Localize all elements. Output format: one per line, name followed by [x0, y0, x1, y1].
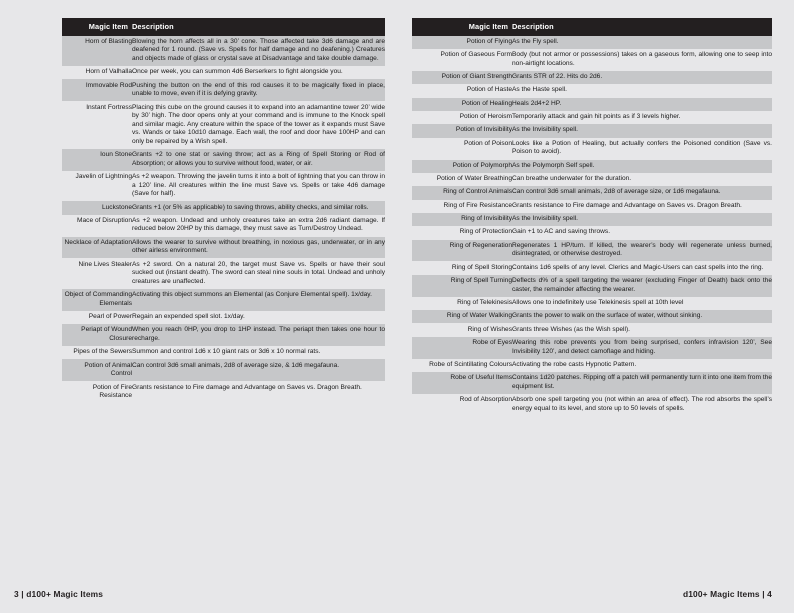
table-row	[62, 149, 385, 171]
table-row	[412, 359, 772, 372]
magic-item-description: As the Invisibility spell.	[512, 124, 772, 137]
magic-item-description: Absorb one spell targeting you (not within an area of effect). The rod absorbs the spell’s energy equal to its level, and store up to 50 levels of spells.	[512, 394, 772, 416]
magic-item-name: Robe of Useful Items	[412, 372, 512, 394]
table-row	[62, 359, 385, 381]
magic-item-name: Potion of Flying	[412, 36, 512, 49]
magic-item-description: Heals 2d4+2 HP.	[512, 98, 772, 111]
table-row	[412, 98, 772, 111]
magic-item-name: Horn of Valhalla	[62, 66, 132, 79]
table-row	[62, 66, 385, 79]
magic-item-description: As the Haste spell.	[512, 84, 772, 97]
table-row	[412, 261, 772, 274]
magic-item-name: Instant Fortress	[62, 101, 132, 149]
magic-item-description: Temporarily attack and gain hit points as if 3 levels higher.	[512, 111, 772, 124]
magic-item-description: Gain +1 to AC and saving throws.	[512, 226, 772, 239]
magic-item-name: Potion of Heroism	[412, 111, 512, 124]
table-row	[412, 323, 772, 336]
magic-item-description: As the Invisibility spell.	[512, 213, 772, 226]
table-row	[62, 324, 385, 346]
magic-item-name: Periapt of Wound Closure	[62, 324, 132, 346]
magic-item-description: As +2 weapon. Undead and unholy creatures take an extra 2d6 radiant damage. If reduced below 20HP by this damage, they must save as Turn/Destroy Undead.	[132, 215, 385, 237]
magic-item-description: Regain an expended spell slot. 1x/day.	[132, 311, 385, 324]
magic-item-description: Can breathe underwater for the duration.	[512, 173, 772, 186]
table-row	[412, 213, 772, 226]
magic-item-description: As +2 weapon. Throwing the javelin turns it into a bolt of lightning that you can throw in a 120’ line. All creatures within the line must Save vs. Spells or take 4d6 damage (Save for half).	[132, 171, 385, 201]
table-row	[412, 297, 772, 310]
magic-item-name: Ring of Spell Turning	[412, 275, 512, 297]
magic-item-description: Can control 3d6 small animals, 2d8 of average size, & 1d6 megafauna.	[132, 359, 385, 381]
right-page-footer: d100+ Magic Items | 4	[682, 589, 772, 599]
right-header-row	[412, 18, 772, 36]
magic-item-description: Body (but not armor or possessions) takes on a gaseous form, allowing one to seep into non-airtight locations.	[512, 49, 772, 71]
magic-item-name: Necklace of Adaptation	[62, 237, 132, 259]
table-row	[412, 226, 772, 239]
magic-item-name: Ring of Regeneration	[412, 240, 512, 262]
table-row	[412, 124, 772, 137]
magic-item-name: Ring of Wishes	[412, 323, 512, 336]
magic-item-description: Grants the power to walk on the surface of water, without sinking.	[512, 310, 772, 323]
table-row	[62, 258, 385, 288]
right-page	[397, 0, 794, 613]
magic-item-name: Potion of Water Breathing	[412, 173, 512, 186]
magic-item-name: Potion of Animal Control	[62, 359, 132, 381]
table-row	[412, 160, 772, 173]
table-row	[62, 311, 385, 324]
magic-item-name: Robe of Scintillating Colours	[412, 359, 512, 372]
right-table-body	[412, 36, 772, 416]
table-row	[62, 101, 385, 149]
magic-item-name: Potion of Healing	[412, 98, 512, 111]
magic-item-description: Placing this cube on the ground causes it to expand into an adamantine tower 20’ wide by 30’ high. The door opens only at your command and is immune to the Knock spell and similar magic. Any creature within the space of the tower as it expands must Save vs. Wands or take 10d10 damage. Each wall, the roof and door have 100HP and can only be repaired by a Wish spell.	[132, 101, 385, 149]
table-row	[412, 200, 772, 213]
table-row	[412, 49, 772, 71]
table-row	[62, 36, 385, 66]
magic-item-name: Nine Lives Stealer	[62, 258, 132, 288]
magic-item-name: Ring of Spell Storing	[412, 261, 512, 274]
table-row	[412, 138, 772, 160]
magic-item-description: Allows one to indefinitely use Telekinesis spell at 10th level	[512, 297, 772, 310]
right-magic-items-table	[412, 18, 772, 416]
magic-item-description: When you reach 0HP, you drop to 1HP instead. The periapt then takes one hour to recharge.	[132, 324, 385, 346]
table-row	[412, 337, 772, 359]
magic-item-description: As +2 sword. On a natural 20, the target must Save vs. Spells or have their soul sucked out (instant death). The sword can steal nine souls in total. Undead and unholy creatures are unaffected.	[132, 258, 385, 288]
magic-item-name: Pipes of the Sewers	[62, 346, 132, 359]
table-row	[412, 71, 772, 84]
magic-item-description: Wearing this robe prevents you from being surprised, confers infravision 120’, See Invisibility 120’, and detect camoflage and hiding.	[512, 337, 772, 359]
magic-item-name: Horn of Blasting	[62, 36, 132, 66]
table-row	[412, 240, 772, 262]
magic-item-name: Potion of Fire Resistance	[62, 381, 132, 403]
magic-item-name: Potion of Haste	[412, 84, 512, 97]
magic-item-name: Potion of Gaseous Form	[412, 49, 512, 71]
magic-item-name: Potion of Invisibility	[412, 124, 512, 137]
table-row	[412, 394, 772, 416]
right-header-description: Description	[512, 18, 772, 36]
magic-item-name: Ioun Stone	[62, 149, 132, 171]
table-row	[62, 201, 385, 214]
magic-item-name: Ring of Control Animals	[412, 186, 512, 199]
left-page-footer: 3 | d100+ Magic Items	[14, 589, 104, 599]
magic-item-description: Grants resistance to Fire damage and Advantage on Saves vs. Dragon Breath.	[512, 200, 772, 213]
table-row	[412, 275, 772, 297]
magic-item-description: Summon and control 1d6 x 10 giant rats or 3d6 x 10 normal rats.	[132, 346, 385, 359]
magic-item-description: Grants +1 (or 5% as applicable) to saving throws, ability checks, and similar rolls.	[132, 201, 385, 214]
magic-item-name: Rod of Absorption	[412, 394, 512, 416]
left-magic-items-table	[62, 18, 385, 403]
magic-item-name: Potion of Giant Strength	[412, 71, 512, 84]
table-row	[62, 289, 385, 311]
table-row	[62, 215, 385, 237]
left-table-body	[62, 36, 385, 404]
left-header-magic-item: Magic Item	[62, 18, 132, 36]
table-row	[62, 171, 385, 201]
magic-item-description: Activating this object summons an Elemental (as Conjure Elemental spell). 1x/day.	[132, 289, 385, 311]
magic-item-description: Pushing the button on the end of this rod causes it to be magically fixed in place, unable to move, even if it is defying gravity.	[132, 79, 385, 101]
table-row	[62, 79, 385, 101]
magic-item-name: Ring of Telekinesis	[412, 297, 512, 310]
magic-item-description: As the Fly spell.	[512, 36, 772, 49]
magic-item-name: Luckstone	[62, 201, 132, 214]
magic-item-description: Grants resistance to Fire damage and Advantage on Saves vs. Dragon Breath.	[132, 381, 385, 403]
magic-item-description: Allows the wearer to survive without breathing, in noxious gas, underwater, or in any other airless environment.	[132, 237, 385, 259]
magic-item-description: Once per week, you can summon 4d6 Berserkers to fight alongside you.	[132, 66, 385, 79]
table-row	[62, 237, 385, 259]
table-row	[412, 36, 772, 49]
table-row	[412, 111, 772, 124]
magic-item-description: Can control 3d6 small animals, 2d8 of average size, or 1d6 megafauna.	[512, 186, 772, 199]
left-header-row	[62, 18, 385, 36]
magic-item-name: Javelin of Lightning	[62, 171, 132, 201]
magic-item-description: Contains 1d6 spells of any level. Clerics and Magic-Users can cast spells into the ring.	[512, 261, 772, 274]
table-row	[412, 173, 772, 186]
magic-item-name: Potion of Poison	[412, 138, 512, 160]
magic-item-name: Robe of Eyes	[412, 337, 512, 359]
magic-item-description: Grants STR of 22. Hits do 2d6.	[512, 71, 772, 84]
right-table-head	[412, 18, 772, 36]
table-row	[412, 372, 772, 394]
magic-item-name: Object of Commanding Elementals	[62, 289, 132, 311]
left-table-head	[62, 18, 385, 36]
table-row	[62, 346, 385, 359]
left-header-description: Description	[132, 18, 385, 36]
magic-item-description: Looks like a Potion of Healing, but actually confers the Poisoned condition (Save vs. Poison to avoid).	[512, 138, 772, 160]
table-row	[412, 310, 772, 323]
magic-item-description: Contains 1d20 patches. Ripping off a patch will permanently turn it into one item from the equipment list.	[512, 372, 772, 394]
table-row	[412, 186, 772, 199]
table-row	[412, 84, 772, 97]
magic-item-name: Ring of Invisibility	[412, 213, 512, 226]
magic-item-name: Ring of Fire Resistance	[412, 200, 512, 213]
magic-item-description: Blowing the horn affects all in a 30’ cone. Those affected take 3d6 damage and are deafened for 1 round. (Save vs. Spells for half damage and no deafening.) Creatures and objects made of glass or crystal save at Disadvantage and take double damage.	[132, 36, 385, 66]
magic-item-description: As the Polymorph Self spell.	[512, 160, 772, 173]
magic-item-name: Ring of Protection	[412, 226, 512, 239]
magic-item-description: Activating the robe casts Hypnotic Pattern.	[512, 359, 772, 372]
magic-item-name: Pearl of Power	[62, 311, 132, 324]
magic-item-name: Mace of Disruption	[62, 215, 132, 237]
magic-item-name: Ring of Water Walking	[412, 310, 512, 323]
table-row	[62, 381, 385, 403]
magic-item-description: Grants +2 to one stat or saving throw; act as a Ring of Spell Storing or Rod of Absorption; or allows you to survive without food, water, or air.	[132, 149, 385, 171]
magic-item-description: Deflects d% of a spell targeting the wearer (excluding Finger of Death) back onto the caster, the remainder affecting the wearer.	[512, 275, 772, 297]
magic-item-name: Immovable Rod	[62, 79, 132, 101]
magic-item-description: Grants three Wishes (as the Wish spell).	[512, 323, 772, 336]
magic-item-name: Potion of Polymorph	[412, 160, 512, 173]
right-header-magic-item: Magic Item	[412, 18, 512, 36]
magic-item-description: Regenerates 1 HP/turn. If killed, the wearer’s body will regenerate unless burned, disintegrated, or otherwise destroyed.	[512, 240, 772, 262]
